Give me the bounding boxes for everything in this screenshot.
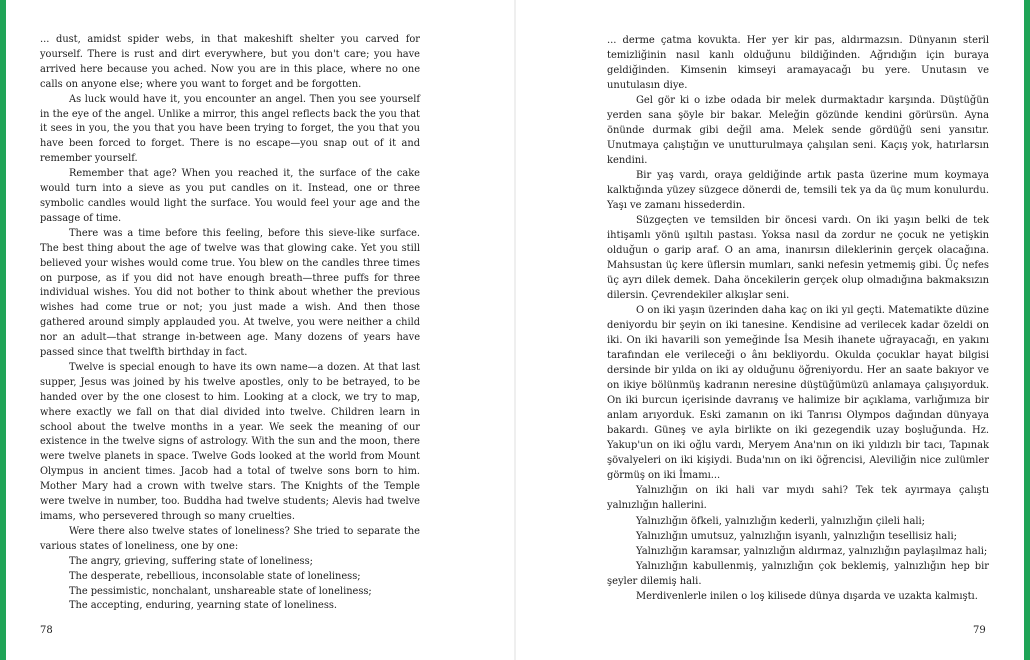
loneliness-list-item: Yalnızlığın kabullenmiş, yalnızlığın çok beklemiş, yalnızlığın hep bir şeyler dilemiş hali. [607,560,989,587]
left-page-edge-stripe [0,0,6,660]
right-page-text [607,33,989,604]
paragraph: As luck would have it, you encounter an angel. Then you see yourself in the eye of the angel. Unlike a mirror, this angel reflects back the you that it sees in you, the you that you have been trying to forget, the you that you have been forced to forget. There is no escape—you snap out of it and remember yourself. [40,93,420,165]
loneliness-list-item: Yalnızlığın öfkeli, yalnızlığın kederli, yalnızlığın çileli hali; [636,515,925,527]
right-page-edge-stripe [1024,0,1030,660]
loneliness-list-item: Yalnızlığın umutsuz, yalnızlığın isyanlı, yalnızlığın tesellisiz hali; [636,530,957,542]
paragraph: O on iki yaşın üzerinden daha kaç on iki yıl geçti. Matematikte düzine deniyordu bir şeyin on iki tanesine. Kendisine ad verilecek kadar özeldi on iki. On iki havarili son yemeğinde İsa Mesih ihanete uğrayacağı, en yakını tarafından ele verileceği o ânı bekliyordu. Okulda çocuklar hayat bilgisi dersinde bir yılda on iki ay olduğunu öğreniyordu. Her an saate bakıyor ve on ikiye bölünmüş kadranın neresine düştüğümüzü anlamaya çalışıyorduk. On iki burcun içerisinde davranış ve halimize bir açıklama, varlığımıza bir anlam arıyorduk. Eski zamanın on iki Tanrısı Olympos dağından dünyaya bakardı. Güneş ve ayla birlikte on iki gezegendik uzay boşluğunda. Hz. Yakup'un on iki oğlu vardı, Meryem Ana'nın on iki yıldızlı bir tacı, Tapınak şövalyeleri on iki kişiydi. Buda'nın on iki öğrencisi, Aleviliğin nice zulümler görmüş on iki İmamı... [607,305,989,482]
paragraph: There was a time before this feeling, before this sieve-like surface. The best thing about the age of twelve was that glowing cake. Yet you still believed your wishes would come true. You blew on the candles three times on purpose, as if you did not have enough breath—three puffs for three individual wishes. You did not bother to think about whether the previous wishes had come true or not; you just made a wish. And then those gathered around simply applauded you. At twelve, you were neither a child nor an adult—that strange in-between age. Many dozens of years have passed since that twelfth birthday in fact. [40,227,420,359]
loneliness-list-item: The pessimistic, nonchalant, unshareable state of loneliness; [69,585,372,597]
paragraph: Bir yaş vardı, oraya geldiğinde artık pasta üzerine mum koymaya kalktığında yüzey süzgece dönerdi de, temsili tek ya da üç mum konulurdu. Yaşı ve zamanı hissederdin. [607,170,989,212]
paragraph: ... dust, amidst spider webs, in that makeshift shelter you carved for yourself. There is rust and dirt everywhere, but you don't care; you have arrived here because you ached. Now you are in this place, where no one calls on anyone else; where you want to forget and be forgotten. [40,34,420,90]
paragraph: Were there also twelve states of loneliness? She tried to separate the various states of loneliness, one by one: [40,525,420,552]
loneliness-list-item: Yalnızlığın karamsar, yalnızlığın aldırmaz, yalnızlığın paylaşılmaz hali; [636,545,988,557]
book-spine-gutter [514,0,516,660]
paragraph: Gel gör ki o izbe odada bir melek durmaktadır karşında. Düştüğün yerden sana şöyle bir bakar. Meleğin gözünde kendini görürsün. Ayna önünde durmak gibi değil ama. Melek sende gördüğü seni yansıtır. Unutmaya çalıştığın ve unutturulmaya çalışılan seni. Kaçış yok, hatırlarsın kendini. [607,95,989,167]
loneliness-list-item: The angry, grieving, suffering state of loneliness; [69,555,313,567]
paragraph: ... derme çatma kovukta. Her yer kir pas, aldırmazsın. Dünyanın steril temizliğinin nasıl kanlı olduğunu bildiğinden. Ağrıdığın için buraya geldiğinden. Kimsenin kimseyi aramayacağı bu yere. Unutasın ve unutulasın diye. [607,35,989,92]
paragraph: Merdivenlerle inilen o loş kilisede dünya dışarda ve uzakta kalmıştı. [636,590,978,602]
paragraph: Süzgeçten ve temsilden bir öncesi vardı. On iki yaşın belki de tek ihtişamlı yönü ışıltılı pastası. Yoksa nasıl da zordur ne çocuk ne yetişkin olduğun o garip araf. O an ama, inanırsın dileklerinin gerçek olacağına. Mahsustan üç kere üflersin mumları, sanki nefesin yetmemiş gibi. Üç nefes üç ayrı dilek demek. Daha öncekilerin gerçek olup olmadığına bakmaksızın dilersin. Çevrendekiler alkışlar seni. [607,215,989,302]
paragraph: Yalnızlığın on iki hali var mıydı sahi? Tek tek ayırmaya çalıştı yalnızlığın hallerini. [607,485,989,512]
paragraph: Remember that age? When you reached it, the surface of the cake would turn into a sieve as you put candles on it. Instead, one or three symbolic candles would light the surface. You would feel your age and the passage of time. [40,168,420,224]
left-page-text [40,33,420,614]
loneliness-list-item: The desperate, rebellious, inconsolable state of loneliness; [69,570,361,582]
page-number-right: 79 [973,625,986,636]
loneliness-list-item: The accepting, enduring, yearning state of loneliness. [69,600,338,612]
paragraph: Twelve is special enough to have its own name—a dozen. At that last supper, Jesus was joined by his twelve apostles, only to be betrayed, to be handed over by the one closest to him. Looking at a clock, we try to map, where exactly we fall on that dial divided into twelve. Children learn in school about the twelve months in a year. We seek the meaning of our existence in the twelve signs of astrology. With the sun and the moon, there were twelve planets in space. Twelve Gods looked at the world from Mount Olympus in ancient times. Jacob had a total of twelve sons born to him. Mother Mary had a crown with twelve stars. The Knights of the Temple were twelve in number, too. Buddha had twelve students; Alevis had twelve imams, who persevered through so many cruelties. [40,361,420,522]
page-number-left: 78 [40,625,53,636]
